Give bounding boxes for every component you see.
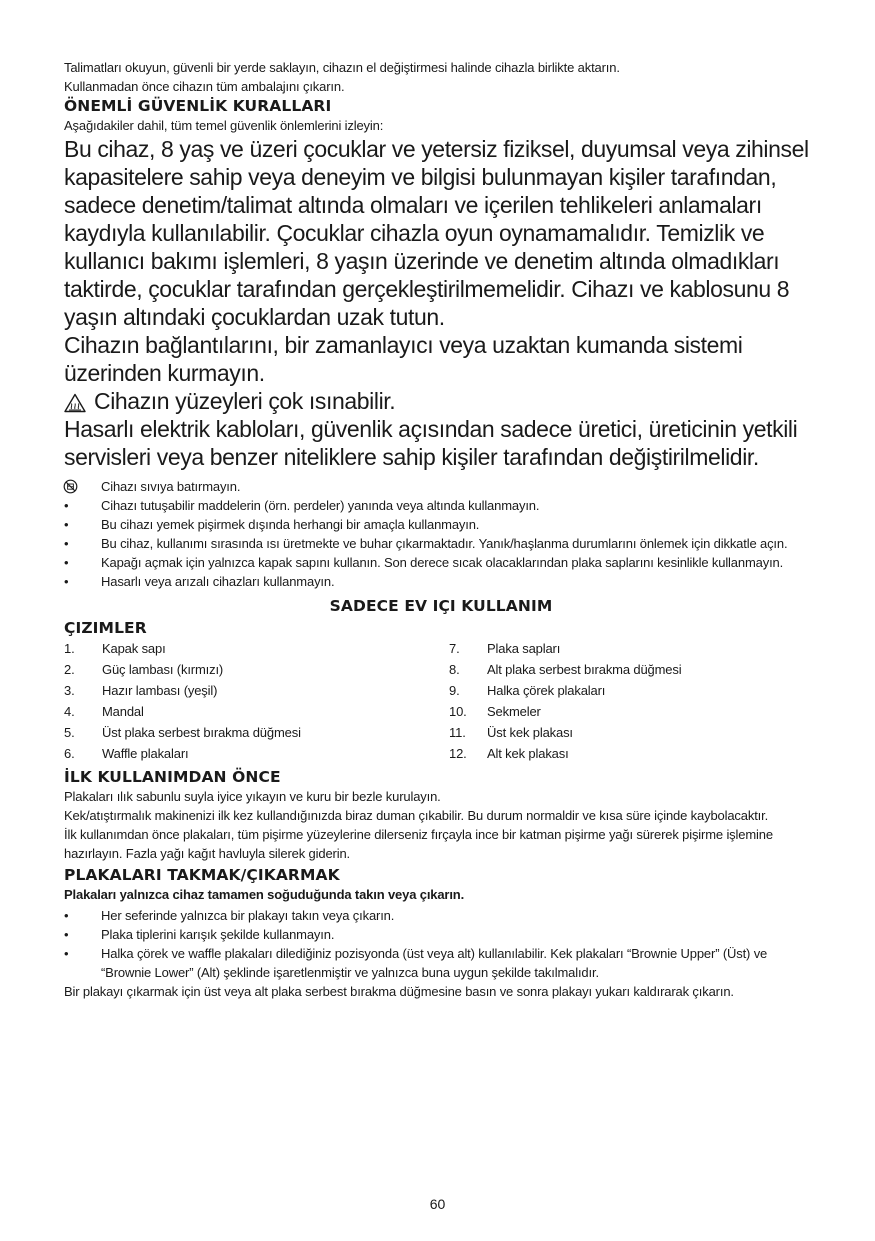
list-item: 9. Halka çörek plakaları	[449, 683, 606, 698]
list-item: • Cihazı tutuşabilir maddelerin (örn. perdeler) yanında veya altında kullanmayın.	[64, 498, 540, 513]
list-item: • Her seferinde yalnızca bir plakayı takın veya çıkarın.	[64, 908, 395, 923]
list-item: 12. Alt kek plakası	[449, 746, 569, 761]
list-item: • Plaka tiplerini karışık şekilde kullanmayın.	[64, 927, 335, 942]
hot-surface-warning-icon	[64, 391, 86, 411]
list-item: • Bu cihazı yemek pişirmek dışında herhangi bir amaçla kullanmayın.	[64, 517, 480, 532]
list-item: 5. Üst plaka serbest bırakma düğmesi	[64, 725, 301, 740]
first-use-block	[64, 787, 814, 863]
intro-block	[64, 58, 814, 96]
drawings-list	[64, 639, 814, 765]
bullet-icon: •	[64, 555, 69, 570]
list-item: 4. Mandal	[64, 704, 144, 719]
drawings-left-column	[64, 639, 449, 765]
list-item: • Hasarlı veya arızalı cihazları kullanmayın.	[64, 574, 335, 589]
list-item: 6. Waffle plakaları	[64, 746, 189, 761]
bullet-icon: •	[64, 908, 69, 923]
first-use-heading: İLK KULLANIMDAN ÖNCE	[64, 768, 281, 786]
safety-subtitle: Aşağıdakiler dahil, tüm temel güvenlik önlemlerini izleyin:	[64, 118, 384, 133]
safety-warning-block	[64, 135, 814, 471]
bullet-icon: •	[64, 536, 69, 551]
list-item: 11. Üst kek plakası	[449, 725, 573, 740]
list-item: 7. Plaka sapları	[449, 641, 561, 656]
list-item: 3. Hazır lambası (yeşil)	[64, 683, 218, 698]
bullet-icon: •	[64, 946, 69, 961]
warning-timer: Cihazın bağlantılarını, bir zamanlayıcı veya uzaktan kumanda sistemi üzerinden kurmayın.	[64, 332, 743, 386]
list-item: • Bu cihaz, kullanımı sırasında ısı üretmekte ve buhar çıkarmaktadır. Yanık/haşlanma durumlarını önlemek için dikkatle açın.	[64, 536, 788, 551]
list-item: 8. Alt plaka serbest bırakma düğmesi	[449, 662, 682, 677]
list-item: 2. Güç lambası (kırmızı)	[64, 662, 224, 677]
intro-line-1: Talimatları okuyun, güvenli bir yerde saklayın, cihazın el değiştirmesi halinde cihazla birlikte aktarın.	[64, 60, 620, 75]
list-item: 10. Sekmeler	[449, 704, 541, 719]
list-item: • Halka çörek ve waffle plakaları dilediğiniz pozisyonda (üst veya alt) kullanılabilir. Kek plakaları “Brownie Upper” (Üst) ve “Brownie Lower” (Alt) şeklinde işaretlenmiştir ve yalnızca buna uygun şekilde takılmalıdır.	[64, 946, 768, 980]
list-item: Cihazı sıvıya batırmayın.	[64, 477, 814, 496]
plates-closing: Bir plakayı çıkarmak için üst veya alt plaka serbest bırakma düğmesine basın ve sonra plakayı yukarı kaldırarak çıkarın.	[64, 984, 734, 999]
bullet-icon: •	[64, 498, 69, 513]
hot-surface-text: Cihazın yüzeyleri çok ısınabilir.	[94, 388, 396, 414]
first-use-paragraph: Plakaları ılık sabunlu suyla iyice yıkayın ve kuru bir bezle kurulayın.	[64, 789, 441, 804]
list-item: • Kapağı açmak için yalnızca kapak sapını kullanın. Son derece sıcak olacaklarından plaka saplarını kesinlikle kullanmayın.	[64, 555, 784, 570]
plates-bold-note: Plakaları yalnızca cihaz tamamen soğuduğunda takın veya çıkarın.	[64, 887, 465, 902]
warning-cable: Hasarlı elektrik kabloları, güvenlik açısından sadece üretici, üreticinin yetkili servisleri veya benzer niteliklere sahip kişiler tarafından değiştirilmelidir.	[64, 416, 798, 470]
no-immersion-icon	[63, 479, 78, 494]
page-number: 60	[429, 1196, 446, 1212]
safety-heading: ÖNEMLİ GÜVENLİK KURALLARI	[64, 97, 332, 115]
intro-line-2: Kullanmadan önce cihazın tüm ambalajını çıkarın.	[64, 79, 345, 94]
bullet-icon: •	[64, 517, 69, 532]
plates-list	[64, 906, 814, 982]
bullet-icon: •	[64, 574, 69, 589]
manual-page	[64, 58, 814, 1001]
plates-heading: PLAKALARI TAKMAK/ÇIKARMAK	[64, 866, 340, 884]
safety-list	[64, 477, 814, 591]
bullet-icon: •	[64, 927, 69, 942]
drawings-right-column	[449, 639, 814, 765]
first-use-paragraph: Kek/atıştırmalık makinenizi ilk kez kullandığınızda biraz duman çıkabilir. Bu durum normaldir ve kısa süre içinde kaybolacaktır.	[64, 808, 769, 823]
warning-hot-surface	[64, 387, 814, 415]
household-use-heading: SADECE EV IÇI KULLANIM	[329, 597, 553, 615]
first-use-paragraph: İlk kullanımdan önce plakaları, tüm pişirme yüzeylerine dilerseniz fırçayla ince bir katman pişirme yağı sürerek pişirme işlemine hazırlayın. Fazla yağı kağıt havluyla silerek giderin.	[64, 827, 773, 861]
list-item: 1. Kapak sapı	[64, 641, 166, 656]
warning-children: Bu cihaz, 8 yaş ve üzeri çocuklar ve yetersiz fiziksel, duyumsal veya zihinsel kapasitelere sahip veya deneyim ve bilgisi bulunmayan kişiler tarafından, sadece denetim/talimat altında olmaları ve içerilen tehlikeleri anlamaları kaydıyla kullanılabilir. Çocuklar cihazla oyun oynamamalıdır. Temizlik ve kullanıcı bakımı işlemleri, 8 yaşın üzerinde ve denetim altında olmadıkları taktirde, çocuklar tarafından gerçekleştirilmemelidir. Cihazı ve kablosunu 8 yaşın altındaki çocuklardan uzak tutun.	[64, 136, 809, 330]
drawings-heading: ÇIZIMLER	[64, 619, 147, 637]
